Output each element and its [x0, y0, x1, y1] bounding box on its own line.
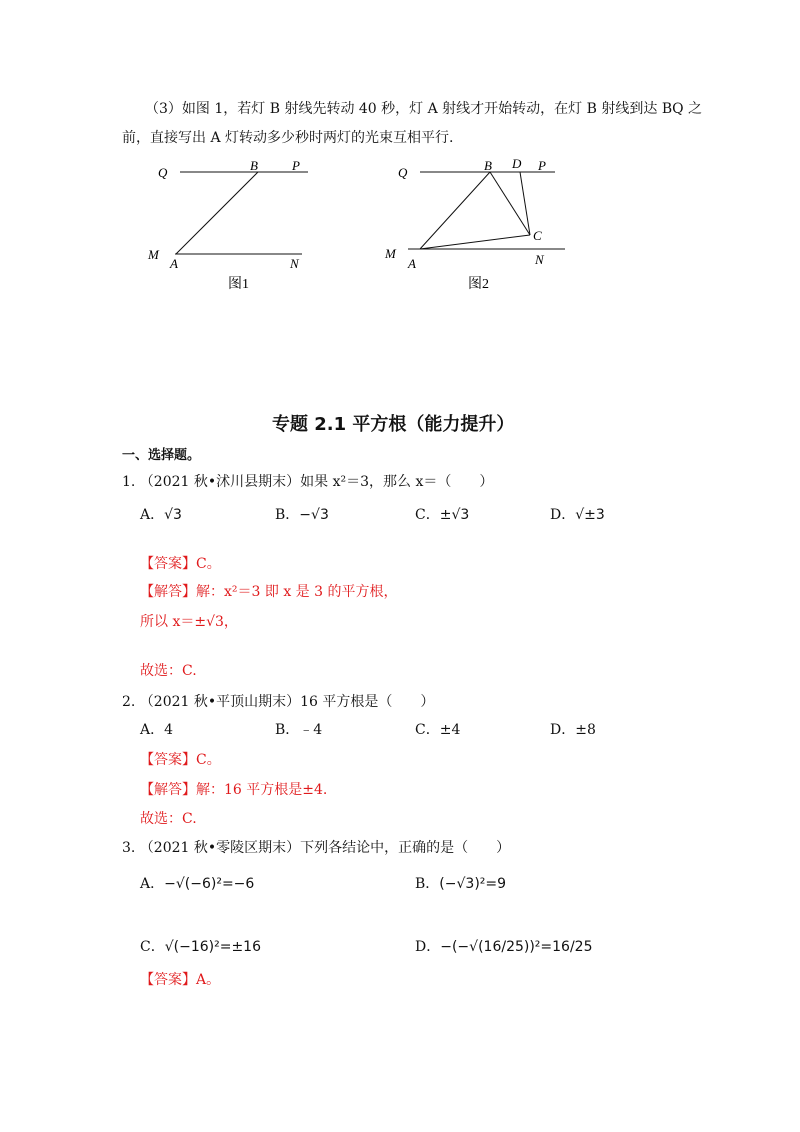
q1-option-c-math: ±√3 [439, 507, 470, 523]
q1-solution-text: 解：x²＝3 即 x 是 3 的平方根， [196, 584, 398, 600]
label-B: B [484, 158, 492, 173]
q2-solution-text: 解：16 平方根是±4. [196, 782, 328, 798]
q2-solution [140, 780, 327, 800]
q1-option-c [415, 505, 469, 525]
q1-solution-label: 【解答】 [140, 584, 196, 600]
q3-option-d-label: D． [415, 939, 441, 955]
q1-answer: 【答案】C。 [140, 556, 221, 572]
q3-option-c-label: C． [140, 939, 165, 955]
q1-option-b [275, 505, 329, 525]
q1-solution [140, 582, 397, 602]
q3-option-a-label: A． [140, 876, 165, 892]
label-A: A [170, 256, 178, 271]
problem3-line2: 前，直接写出 A 灯转动多少秒时两灯的光束互相平行. [122, 130, 454, 146]
question-1-stem: 1. （2021 秋•沭川县期末）如果 x²＝3，那么 x＝（ ） [122, 474, 494, 490]
label-Q: Q [158, 165, 168, 180]
figure-1 [140, 150, 320, 300]
q2-option-a: A．4 [140, 722, 174, 738]
q2-option-d: D．±8 [550, 722, 596, 738]
section-header: 一、选择题。 [122, 448, 201, 463]
q3-option-d [415, 937, 593, 957]
label-D: D [512, 156, 522, 171]
figure-2 [380, 150, 580, 300]
page-title: 专题 2.1 平方根（能力提升） [272, 414, 515, 435]
label-A: A [408, 256, 416, 271]
label-N: N [535, 252, 544, 267]
q3-option-a-math: −√(−6)²=−6 [164, 876, 255, 892]
q1-solution-line2: 所以 x＝±√3， [140, 614, 238, 630]
q1-option-a [140, 505, 182, 525]
label-P: P [292, 158, 300, 173]
label-P: P [538, 158, 546, 173]
q1-conclusion: 故选：C. [140, 663, 197, 679]
label-Q: Q [398, 165, 408, 180]
q3-option-b [415, 874, 506, 894]
q1-option-b-math: −√3 [299, 507, 329, 523]
q3-option-d-math: −(−√(16/25))²=16/25 [440, 939, 593, 955]
q2-answer: 【答案】C。 [140, 752, 221, 768]
q2-solution-label: 【解答】 [140, 782, 196, 798]
label-C: C [533, 228, 542, 243]
problem3-line1: （3）如图 1，若灯 B 射线先转动 40 秒，灯 A 射线才开始转动，在灯 B 射线到达 BQ 之 [145, 101, 703, 117]
q1-option-a-label: A． [140, 507, 165, 523]
q3-answer: 【答案】A。 [140, 972, 221, 988]
q3-option-a [140, 874, 254, 894]
q3-option-b-label: B． [415, 876, 440, 892]
q1-option-d-math: √±3 [575, 507, 605, 523]
question-3-stem: 3. （2021 秋•零陵区期末）下列各结论中，正确的是（ ） [122, 840, 511, 856]
q1-option-d [550, 505, 605, 525]
q2-conclusion: 故选：C. [140, 811, 197, 827]
q1-option-a-math: √3 [164, 507, 182, 523]
figure-2-caption: 图2 [468, 277, 489, 292]
label-M: M [385, 246, 396, 261]
figure-1-caption: 图1 [228, 277, 249, 292]
label-B: B [250, 158, 258, 173]
q2-option-c: C．±4 [415, 722, 461, 738]
q3-option-c [140, 937, 261, 957]
q3-option-b-math: (−√3)²=9 [439, 876, 507, 892]
q1-option-c-label: C． [415, 507, 440, 523]
q1-option-b-label: B． [275, 507, 300, 523]
q1-option-d-label: D． [550, 507, 576, 523]
question-2-stem: 2. （2021 秋•平顶山期末）16 平方根是（ ） [122, 694, 435, 710]
label-M: M [148, 247, 159, 262]
q2-option-b: B．﹣4 [275, 722, 323, 738]
label-N: N [290, 256, 299, 271]
q3-option-c-math: √(−16)²=±16 [164, 939, 261, 955]
